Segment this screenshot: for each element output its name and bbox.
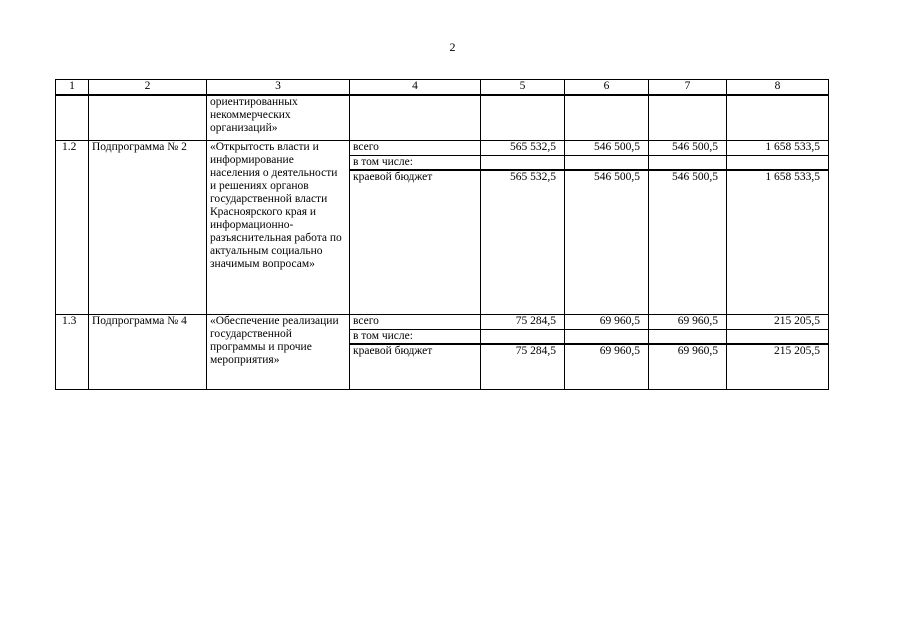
line-label: краевой бюджет <box>350 170 481 315</box>
header-cell-1: 1 <box>56 80 89 96</box>
row-name: «Обеспечение реализации государственной программы и прочие мероприятия» <box>207 315 350 390</box>
line-value-8: 215 205,5 <box>727 344 829 389</box>
line-value-7: 546 500,5 <box>649 170 727 315</box>
line-value-6: 546 500,5 <box>565 140 649 155</box>
line-value-8 <box>727 330 829 345</box>
continuation-v7 <box>649 95 727 140</box>
continuation-label <box>350 95 481 140</box>
line-value-8: 1 658 533,5 <box>727 170 829 315</box>
row-program: Подпрограмма № 4 <box>89 315 207 390</box>
line-label: в том числе: <box>350 330 481 345</box>
row-name: «Открытость власти и информирование населения о деятельности и решениях органов государственной власти Красноярского края и информационно-разъяснительная работа по актуальным социально значимым вопросам» <box>207 140 350 315</box>
page-number: 2 <box>449 40 456 54</box>
continuation-name: ориентированных некоммерческих организаций» <box>207 95 350 140</box>
line-value-7: 546 500,5 <box>649 140 727 155</box>
continuation-row <box>56 95 829 140</box>
line-value-6 <box>565 330 649 345</box>
continuation-v5 <box>481 95 565 140</box>
line-value-8: 215 205,5 <box>727 315 829 330</box>
table-row <box>56 315 829 330</box>
line-value-7: 69 960,5 <box>649 344 727 389</box>
line-value-6: 69 960,5 <box>565 344 649 389</box>
header-cell-2: 2 <box>89 80 207 96</box>
line-value-6: 69 960,5 <box>565 315 649 330</box>
line-value-8: 1 658 533,5 <box>727 140 829 155</box>
line-value-7: 69 960,5 <box>649 315 727 330</box>
line-value-5: 565 532,5 <box>481 140 565 155</box>
continuation-v6 <box>565 95 649 140</box>
line-label: всего <box>350 315 481 330</box>
continuation-v8 <box>727 95 829 140</box>
line-value-6 <box>565 155 649 170</box>
header-cell-5: 5 <box>481 80 565 96</box>
header-cell-8: 8 <box>727 80 829 96</box>
line-value-6: 546 500,5 <box>565 170 649 315</box>
line-value-5 <box>481 330 565 345</box>
line-value-7 <box>649 155 727 170</box>
continuation-program <box>89 95 207 140</box>
line-value-7 <box>649 330 727 345</box>
line-label: краевой бюджет <box>350 344 481 389</box>
header-cell-6: 6 <box>565 80 649 96</box>
header-row <box>56 80 829 96</box>
row-index: 1.2 <box>56 140 89 315</box>
row-index: 1.3 <box>56 315 89 390</box>
table-row <box>56 140 829 155</box>
header-cell-4: 4 <box>350 80 481 96</box>
continuation-index <box>56 95 89 140</box>
line-label: в том числе: <box>350 155 481 170</box>
header-cell-7: 7 <box>649 80 727 96</box>
budget-table <box>55 79 829 390</box>
header-cell-3: 3 <box>207 80 350 96</box>
line-value-5: 75 284,5 <box>481 344 565 389</box>
line-value-5: 565 532,5 <box>481 170 565 315</box>
row-program: Подпрограмма № 2 <box>89 140 207 315</box>
line-value-5 <box>481 155 565 170</box>
line-value-8 <box>727 155 829 170</box>
line-label: всего <box>350 140 481 155</box>
line-value-5: 75 284,5 <box>481 315 565 330</box>
